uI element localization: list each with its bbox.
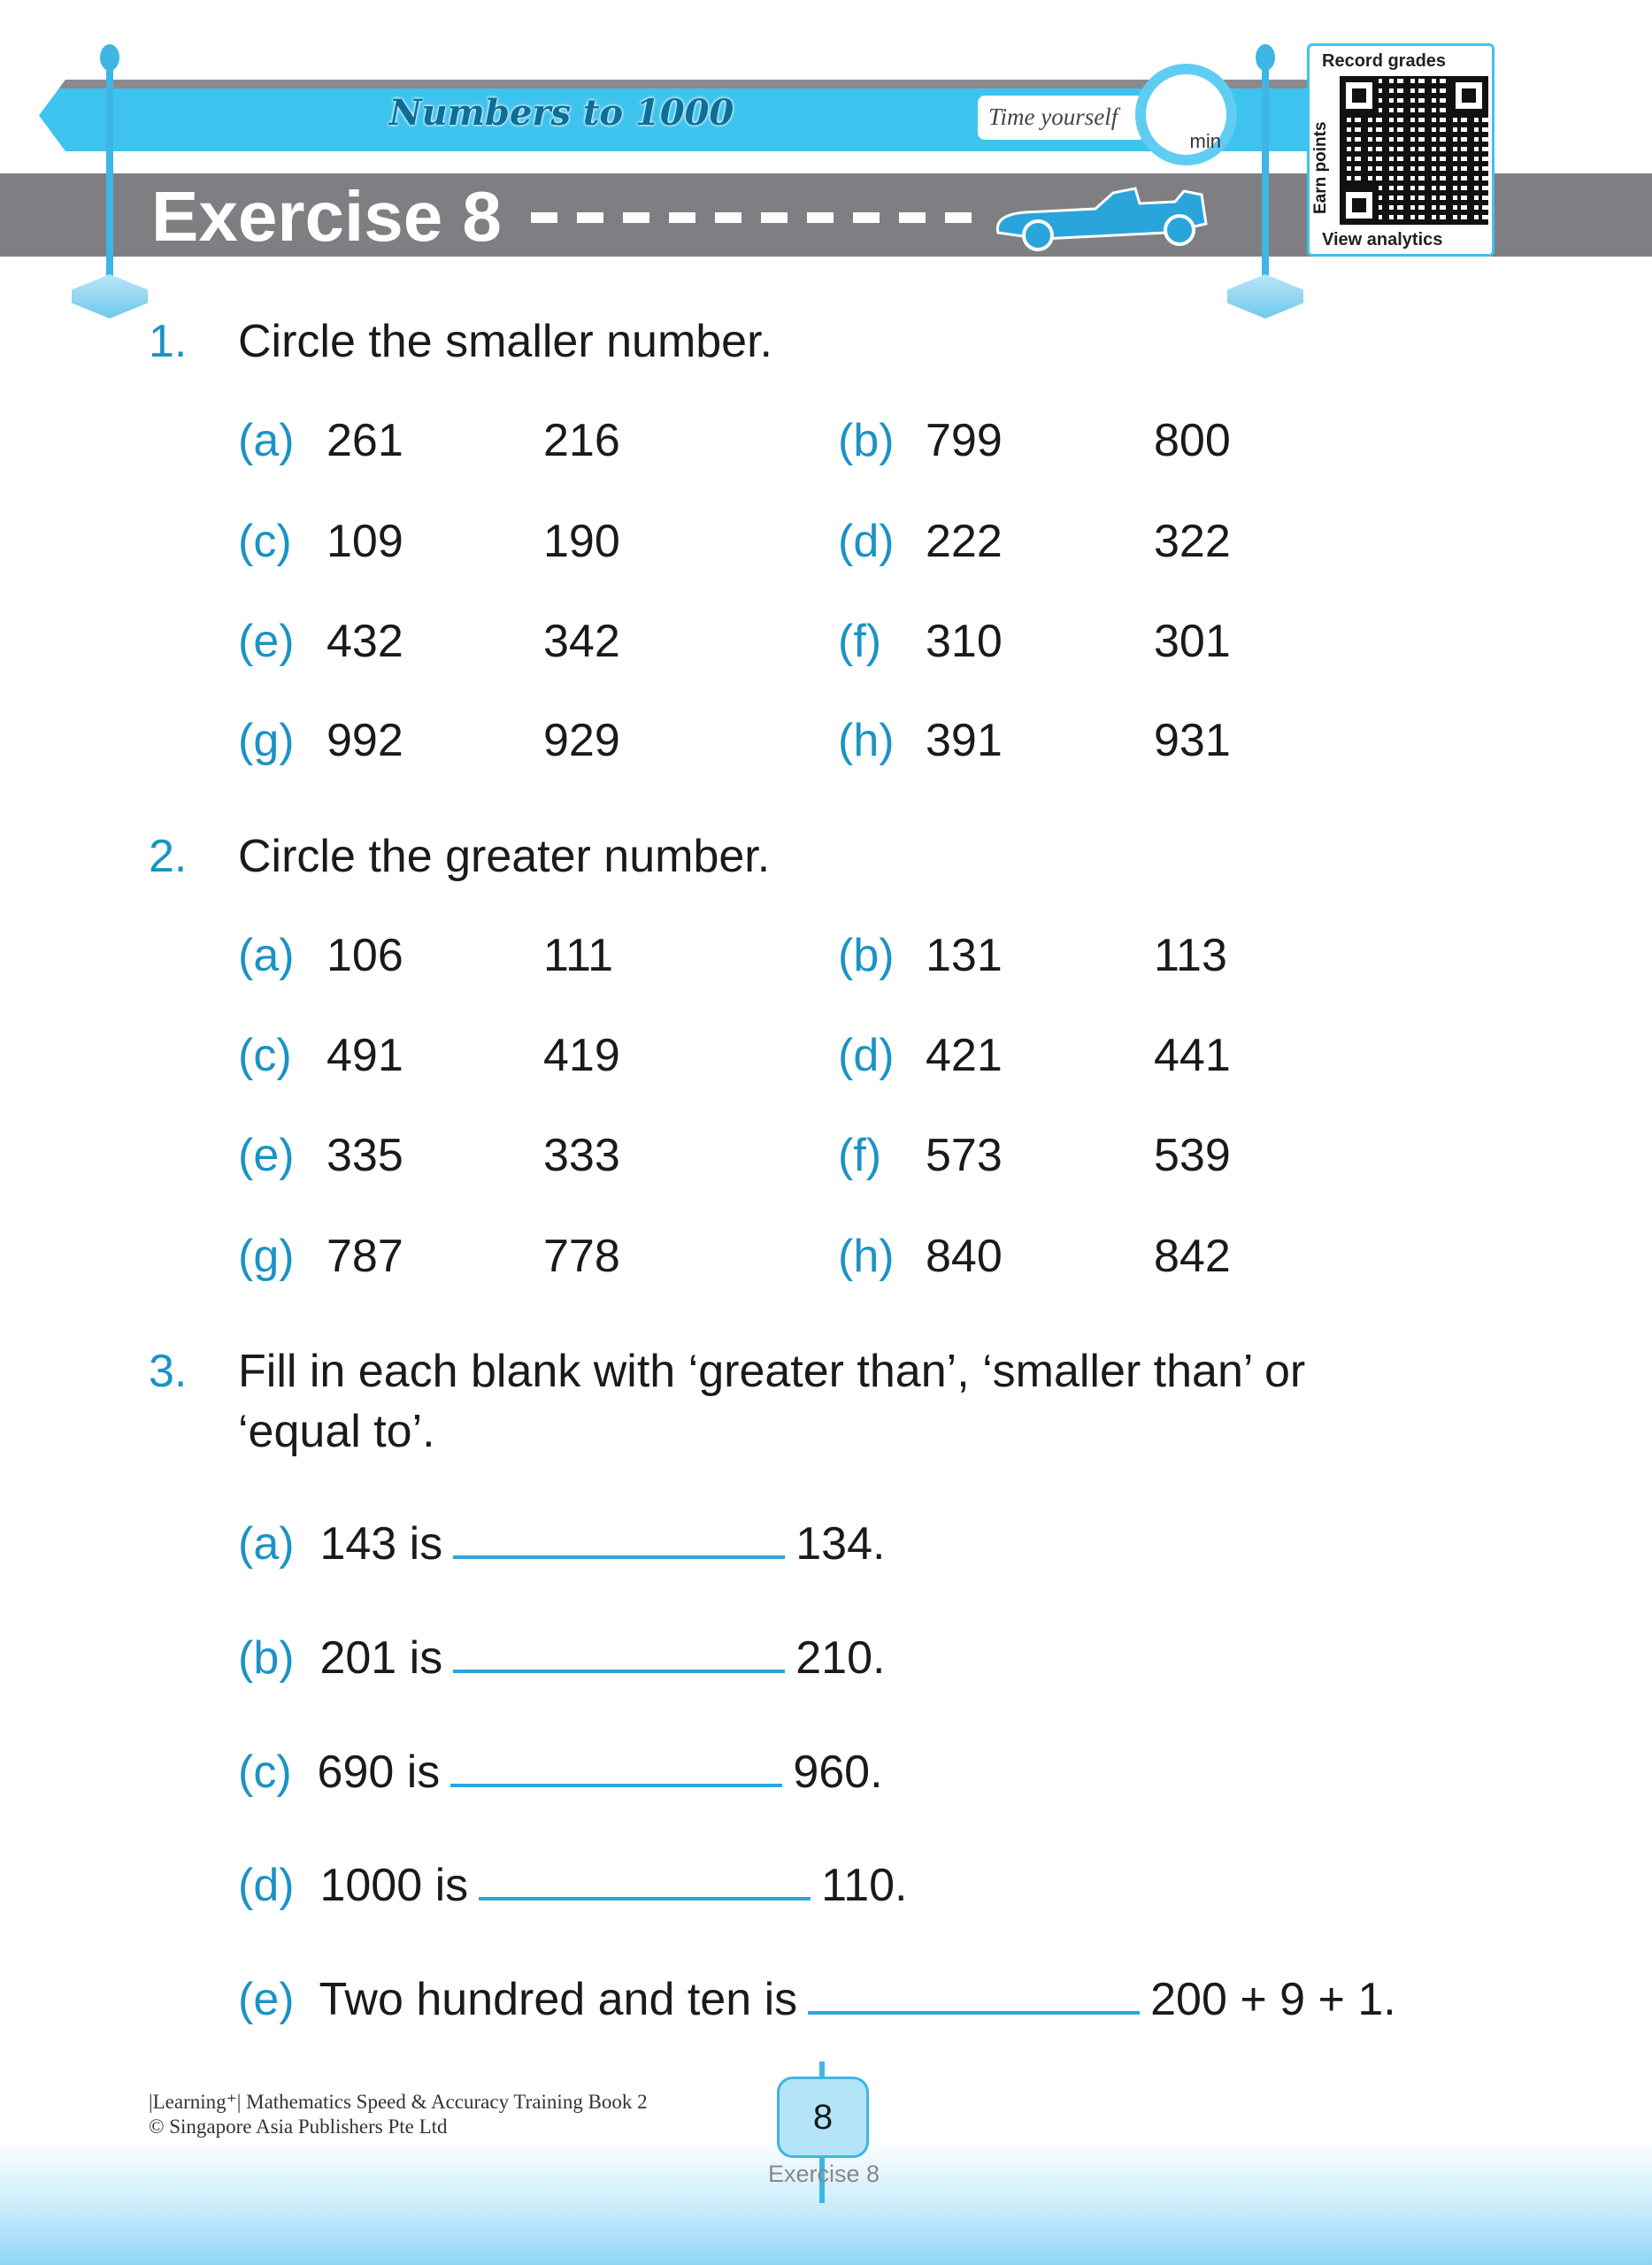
question-number: 3. (149, 1346, 188, 1397)
option-b[interactable]: 539 (1154, 1130, 1231, 1181)
page-title: Exercise 8 (151, 177, 502, 256)
item-label: (h) (838, 1231, 895, 1282)
option-a[interactable]: 421 (926, 1030, 1003, 1081)
item-label: (g) (238, 1231, 295, 1282)
statement-start: Two hundred and ten is (319, 1974, 798, 2025)
option-a[interactable]: 222 (926, 516, 1003, 567)
item-label: (e) (238, 616, 295, 667)
qr-panel[interactable] (1307, 43, 1494, 257)
item-label: (c) (238, 1747, 292, 1798)
option-a[interactable]: 799 (926, 415, 1003, 466)
item-label: (a) (238, 930, 295, 981)
item-label: (b) (238, 1632, 295, 1684)
page-number: 8 (777, 2077, 869, 2158)
option-a[interactable]: 840 (926, 1231, 1003, 1282)
question-prompt: Fill in each blank with ‘greater than’, ‘smaller than’ or (238, 1346, 1306, 1397)
item-label: (a) (238, 1518, 295, 1570)
right-pole-base (1227, 274, 1303, 319)
qr-code[interactable] (1340, 76, 1488, 225)
item-label: (c) (238, 516, 292, 567)
right-pole (1262, 53, 1269, 283)
section-label: Exercise 8 (768, 2161, 880, 2187)
item-label: (d) (238, 1860, 295, 1911)
topic-title: Numbers to 1000 (389, 92, 734, 134)
item-label: (f) (838, 616, 882, 667)
statement-end: 200 + 9 + 1. (1150, 1974, 1396, 2025)
option-a[interactable]: 106 (327, 930, 403, 981)
statement-end: 110. (821, 1860, 908, 1911)
option-b[interactable]: 419 (543, 1030, 620, 1081)
option-b[interactable]: 113 (1154, 930, 1227, 981)
statement-end: 134. (795, 1518, 886, 1570)
question-prompt: Circle the smaller number. (238, 316, 772, 367)
time-unit: min (1189, 130, 1221, 152)
left-pole-base (72, 274, 148, 319)
item-label: (d) (838, 1030, 895, 1081)
race-car-icon (989, 184, 1219, 255)
qr-view-analytics: View analytics (1322, 230, 1443, 250)
item-label: (f) (838, 1130, 882, 1181)
statement-start: 143 is (319, 1518, 443, 1570)
option-b[interactable]: 778 (543, 1231, 620, 1282)
item-label: (b) (838, 415, 895, 466)
item-label: (g) (238, 715, 295, 766)
qr-record-grades: Record grades (1322, 51, 1447, 71)
fill-blank-item (238, 1859, 908, 1912)
option-b[interactable]: 929 (543, 715, 620, 766)
option-b[interactable]: 333 (543, 1130, 620, 1181)
item-label: (e) (238, 1974, 295, 2025)
option-b[interactable]: 931 (1154, 715, 1231, 766)
question-prompt-cont: ‘equal to’. (238, 1406, 435, 1457)
copyright: © Singapore Asia Publishers Pte Ltd (149, 2115, 448, 2138)
question-number: 1. (149, 316, 188, 367)
time-yourself-label: Time yourself (978, 96, 1146, 140)
statement-start: 690 is (317, 1747, 441, 1798)
option-a[interactable]: 573 (926, 1130, 1003, 1181)
fill-blank-item (238, 1632, 885, 1685)
answer-blank[interactable] (808, 2011, 1140, 2015)
item-label: (a) (238, 415, 295, 466)
item-label: (d) (838, 516, 895, 567)
option-b[interactable]: 800 (1154, 415, 1231, 466)
item-label: (e) (238, 1130, 295, 1181)
option-a[interactable]: 491 (327, 1030, 403, 1081)
item-label: (c) (238, 1030, 292, 1081)
answer-blank[interactable] (453, 1555, 785, 1559)
left-pole (106, 53, 113, 283)
option-a[interactable]: 109 (327, 516, 403, 567)
item-label: (b) (838, 930, 895, 981)
question-prompt: Circle the greater number. (238, 831, 771, 882)
answer-blank[interactable] (453, 1670, 785, 1673)
option-b[interactable]: 301 (1154, 616, 1231, 667)
qr-earn-points: Earn points (1311, 121, 1330, 214)
dashed-road (531, 212, 973, 223)
statement-end: 960. (793, 1747, 883, 1798)
option-a[interactable]: 787 (327, 1231, 403, 1282)
option-b[interactable]: 342 (543, 616, 620, 667)
option-a[interactable]: 310 (926, 616, 1003, 667)
footer-credits (149, 2090, 648, 2139)
option-a[interactable]: 335 (327, 1130, 403, 1181)
answer-blank[interactable] (450, 1784, 782, 1787)
clock-icon (1135, 64, 1237, 165)
option-a[interactable]: 432 (327, 616, 403, 667)
statement-start: 1000 is (319, 1860, 469, 1911)
option-b[interactable]: 111 (543, 930, 614, 981)
option-a[interactable]: 391 (926, 715, 1003, 766)
right-pole-knob (1256, 44, 1275, 71)
option-a[interactable]: 992 (327, 715, 403, 766)
fill-blank-item (238, 1746, 883, 1799)
option-a[interactable]: 261 (327, 415, 403, 466)
left-pole-knob (100, 44, 119, 71)
statement-start: 201 is (319, 1632, 443, 1684)
fill-blank-item (238, 1973, 1396, 2026)
option-a[interactable]: 131 (926, 930, 1003, 981)
statement-end: 210. (795, 1632, 886, 1684)
option-b[interactable]: 842 (1154, 1231, 1231, 1282)
option-b[interactable]: 322 (1154, 516, 1231, 567)
option-b[interactable]: 190 (543, 516, 620, 567)
question-number: 2. (149, 831, 188, 882)
item-label: (h) (838, 715, 895, 766)
option-b[interactable]: 441 (1154, 1030, 1231, 1081)
option-b[interactable]: 216 (543, 415, 620, 466)
book-title: |Learning⁺| Mathematics Speed & Accuracy Training Book 2 (149, 2091, 648, 2113)
answer-blank[interactable] (479, 1897, 811, 1900)
fill-blank-item (238, 1517, 885, 1570)
